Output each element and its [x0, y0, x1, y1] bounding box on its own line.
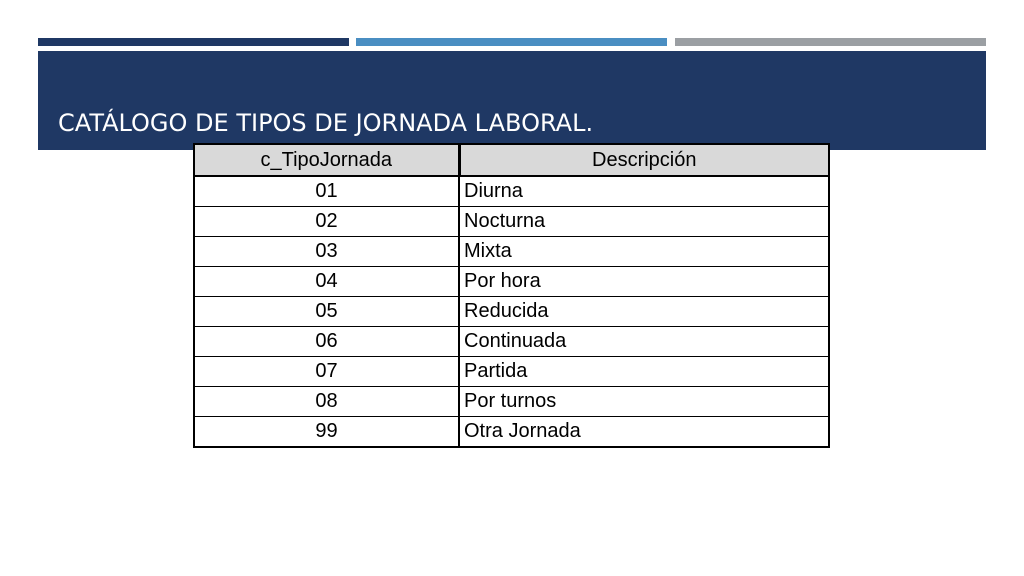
cell-description: Nocturna	[459, 207, 829, 237]
accent-bar-gray	[675, 38, 986, 46]
cell-description: Por hora	[459, 267, 829, 297]
table-row	[194, 387, 829, 417]
cell-description: Otra Jornada	[459, 417, 829, 448]
cell-description: Mixta	[459, 237, 829, 267]
cell-description: Diurna	[459, 176, 829, 207]
cell-code: 99	[194, 417, 459, 448]
cell-description: Partida	[459, 357, 829, 387]
accent-bar-dark-blue	[38, 38, 349, 46]
title-banner	[38, 51, 986, 150]
cell-description: Reducida	[459, 297, 829, 327]
cell-code: 07	[194, 357, 459, 387]
cell-description: Continuada	[459, 327, 829, 357]
column-header-description: Descripción	[459, 144, 829, 176]
slide-title: CATÁLOGO DE TIPOS DE JORNADA LABORAL.	[58, 109, 594, 137]
table-row	[194, 237, 829, 267]
table-row	[194, 267, 829, 297]
table-row	[194, 357, 829, 387]
accent-bar-light-blue	[356, 38, 667, 46]
table-row	[194, 207, 829, 237]
table-header-row	[194, 144, 829, 176]
cell-code: 03	[194, 237, 459, 267]
table-row	[194, 297, 829, 327]
table-row	[194, 417, 829, 448]
jornada-catalog-table	[193, 143, 830, 448]
cell-description: Por turnos	[459, 387, 829, 417]
cell-code: 02	[194, 207, 459, 237]
cell-code: 04	[194, 267, 459, 297]
table-row	[194, 176, 829, 207]
cell-code: 05	[194, 297, 459, 327]
table-row	[194, 327, 829, 357]
cell-code: 01	[194, 176, 459, 207]
cell-code: 06	[194, 327, 459, 357]
cell-code: 08	[194, 387, 459, 417]
column-header-code: c_TipoJornada	[194, 144, 459, 176]
